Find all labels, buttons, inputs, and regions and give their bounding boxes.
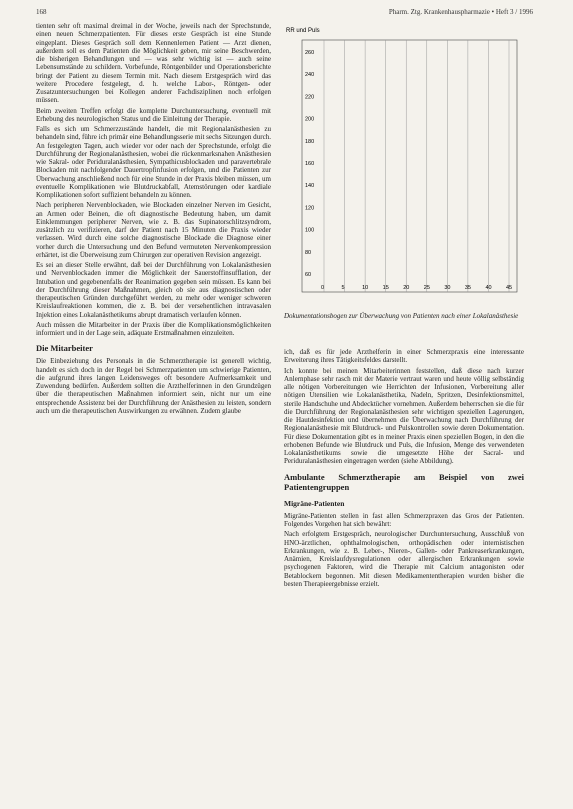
paragraph: Migräne-Patienten stellen in fast allen Schmerzpraxen das Gros der Patienten. Folgendes Vorgehen hat sich bewährt: (284, 511, 524, 528)
paragraph: Nach peripheren Nervenblockaden, wie Blockaden einzelner Nerven im Gesicht, an Armen oder Beinen, die oft diagnostische Bedeutung haben, um damit Einklemmungen peripherer Nerven, wie z. B. das Supinatorschlitzsyndrom, zusätzlich zu verifizieren, darf der Patient nach 15 Minuten die Praxis wieder verlassen. Wird durch eine solche diagnostische Blockade die Diagnose einer vorher durch die Untersuchung und den Befund vermuteten Nervenkompression erhärtet, ist die Überweisung zum Chirurgen zur operativen Revision angezeigt. (36, 201, 271, 259)
right-column (284, 348, 524, 590)
x-tick-label: 25 (423, 285, 430, 291)
paragraph: Beim zweiten Treffen erfolgt die komplette Durchuntersuchung, eventuell mit Erhebung des neurologischen Status und die Einleitung der Therapie. (36, 106, 271, 123)
y-tick-label: 220 (305, 94, 315, 101)
x-tick-label: 30 (444, 285, 451, 291)
paragraph: Nach erfolgtem Erstgespräch, neurologischer Durchuntersuchung, Ausschluß von HNO-ärztlichen, ophthalmologischen, orthopädischen oder internistischen Erkrankungen, wie z. B. Leber-, Nieren-, Gallen- oder Pankreaserkrankungen, Anämien, Kreislaufdysregulationen oder allergischen Erkrankungen sowie psychogenen Faktoren, wird die Therapie mit Calcium antagonisten oder Betablockern begonnen. Mit diesen Medikamententherapien wurden bisher die besten Therapieergebnisse erzielt. (284, 530, 524, 588)
paragraph: Es sei an dieser Stelle erwähnt, daß bei der Durchführung von Lokalanästhesien und Nervenblockaden immer die Möglichkeit der Sauerstoffinsufflation, der Intubation und gegebenenfalls der Reanimation gegeben sein müssen. Es kann bei der Durchführung dieser Maßnahmen, gleich ob sie aus diagnostischen oder therapeutischen Gründen durchgeführt werden, zu mehr oder weniger schweren Kreislaufreaktionen kommen, die z. B. bei der versehentlichen intravasalen Injektion eines Lokalanästhetikums abrupt dramatisch verlaufen können. (36, 261, 271, 319)
paragraph: Die Einbeziehung des Personals in die Schmerztherapie ist generell wichtig, handelt es sich doch in der Regel bei Schmerzpatienten um schwierige Patienten, die aufgrund ihres langen Leidensweges oft besondere Aufmerksamkeit und Zuwendung bedürfen. Außerdem sollten die Arzthelferinnen in den Grundzügen über die therapeutischen Maßnahmen informiert sein, nicht nur um eine entsprechende Assistenz bei der Durchführung der Anästhesien zu leisten, sondern auch um die therapeutischen Auswirkungen zu erwähnen. Zudem glaube (36, 357, 271, 415)
x-tick-label: 45 (506, 285, 513, 291)
y-tick-label: 180 (305, 138, 315, 145)
y-axis-label: RR und Puls (286, 28, 320, 34)
x-tick-label: 5 (341, 285, 345, 291)
paragraph: Ich konnte bei meinen Mitarbeiterinnen feststellen, daß diese nach kurzer Anlernphase sehr rasch mit der Materie vertraut waren und heute völlig selbständig alle nötigen Vorbereitungen wie Herrichten der Infusionen, Vorbereitung aller nötigen Utensilien wie Lokalanästhetika, Nadeln, Spritzen, Desinfektionsmittel, sterile Handschuhe und Abdecktücher vornehmen. Außerdem beherrschen sie die für die Durchführung der Regionalanästhesien sehr wichtigen speziellen Lagerungen, die Hautdesinfektion und übernehmen die Überwachung nach Durchführung der Regionalanästhesie mit Blutdruck- und Pulskontrollen sowie deren Dokumentation. Für diese Dokumentation gibt es in meiner Praxis einen speziellen Bogen, in den die erhobenen Befunde wie Blutdruck und Puls, die Infusion, Menge des verwendeten Lokalanästhetikums sowie die umgesetzte Höhe der Sacral- und Periduralanästhesien eingetragen werden (siehe Abbildung). (284, 366, 524, 466)
y-tick-label: 260 (305, 50, 315, 56)
y-tick-label: 140 (305, 183, 315, 190)
x-tick-label: 0 (321, 285, 325, 291)
paragraph: Auch müssen die Mitarbeiter in der Praxis über die Komplikationsmöglichkeiten informiert und in der Lage sein, adäquate Erstmaßnahmen einzuleiten. (36, 320, 271, 337)
y-tick-label: 240 (305, 72, 315, 79)
y-tick-label: 200 (305, 116, 315, 123)
y-tick-label: 100 (305, 227, 315, 234)
y-tick-label: 160 (305, 161, 315, 167)
x-tick-label: 15 (382, 285, 389, 291)
x-tick-label: 40 (485, 285, 492, 291)
section-heading: Ambulante Schmerztherapie am Beispiel von zwei Patientengruppen (284, 471, 524, 492)
section-heading: Die Mitarbeiter (36, 343, 93, 354)
x-tick-label: 20 (403, 285, 410, 291)
y-tick-label: 60 (305, 272, 312, 278)
x-tick-label: 10 (362, 285, 369, 291)
figure-caption: Dokumentationsbogen zur Überwachung von Patienten nach einer Lokalanästhesie (284, 312, 519, 320)
left-column (36, 22, 271, 417)
documentation-chart (284, 22, 534, 312)
x-tick-label: 35 (464, 285, 472, 291)
y-tick-label: 120 (305, 205, 315, 212)
y-tick-label: 80 (305, 249, 312, 256)
paragraph: tienten sehr oft maximal dreimal in der Woche, jeweils nach der Sprechstunde, einen neuen Schmerzpatienten. Für dieses erste Gespräch ist eine Stunde eingeplant. Dieses Gespräch soll dem Kennenlernen Patient — Arzt dienen, außerdem soll es dem Patienten die Möglichkeit geben, mir seine Beschwerden, die bisherigen Behandlungen und — was sehr wichtig ist — auch seine Lebensumstände zu schildern. Vorbefunde, Röntgenbilder und Operationsberichte bringt der Patient zu diesem Termin mit. Nach diesem Erstgespräch wird das weitere Procedere festgelegt, d. h. welche Labor-, Röntgen- oder Zusatzuntersuchungen bei Kollegen anderer Fachdisziplinen noch erfolgen müssen. (36, 22, 271, 105)
figure (284, 22, 534, 312)
page-number: 168 (36, 8, 47, 16)
subsection-heading: Migräne-Patienten (284, 498, 345, 508)
paragraph: Falls es sich um Schmerzzustände handelt, die mit Regionalanästhesien zu behandeln sind, führe ich primär eine Behandlungsserie mit sechs Sitzungen durch. An festgelegten Tagen, auch wieder vor oder nach der Sprechstunde, erfolgt die Durchführung der Regionalanästhesien, wobei die rückenmarksnahen Anästhesien wie Sakral- oder Periduralanästhesien, Sympathicusblockaden und paravertebrale Blockaden mit nachfolgender Dauertropfinfusion erfolgen, und die Patienten zur Überwachung anschließend noch für eine Stunde in der Praxis bleiben müssen, um eventuelle Komplikationen wie Blutdruckabfall, Atemstörungen oder kardiale Komplikationen sofort suffizient behandeln zu können. (36, 125, 271, 199)
running-header: Pharm. Ztg. Krankenhauspharmazie • Heft 3 / 1996 (388, 8, 533, 16)
paragraph: ich, daß es für jede Arzthelferin in einer Schmerzpraxis eine interessante Erweiterung ihres Tätigkeitsfeldes darstellt. (284, 348, 524, 365)
